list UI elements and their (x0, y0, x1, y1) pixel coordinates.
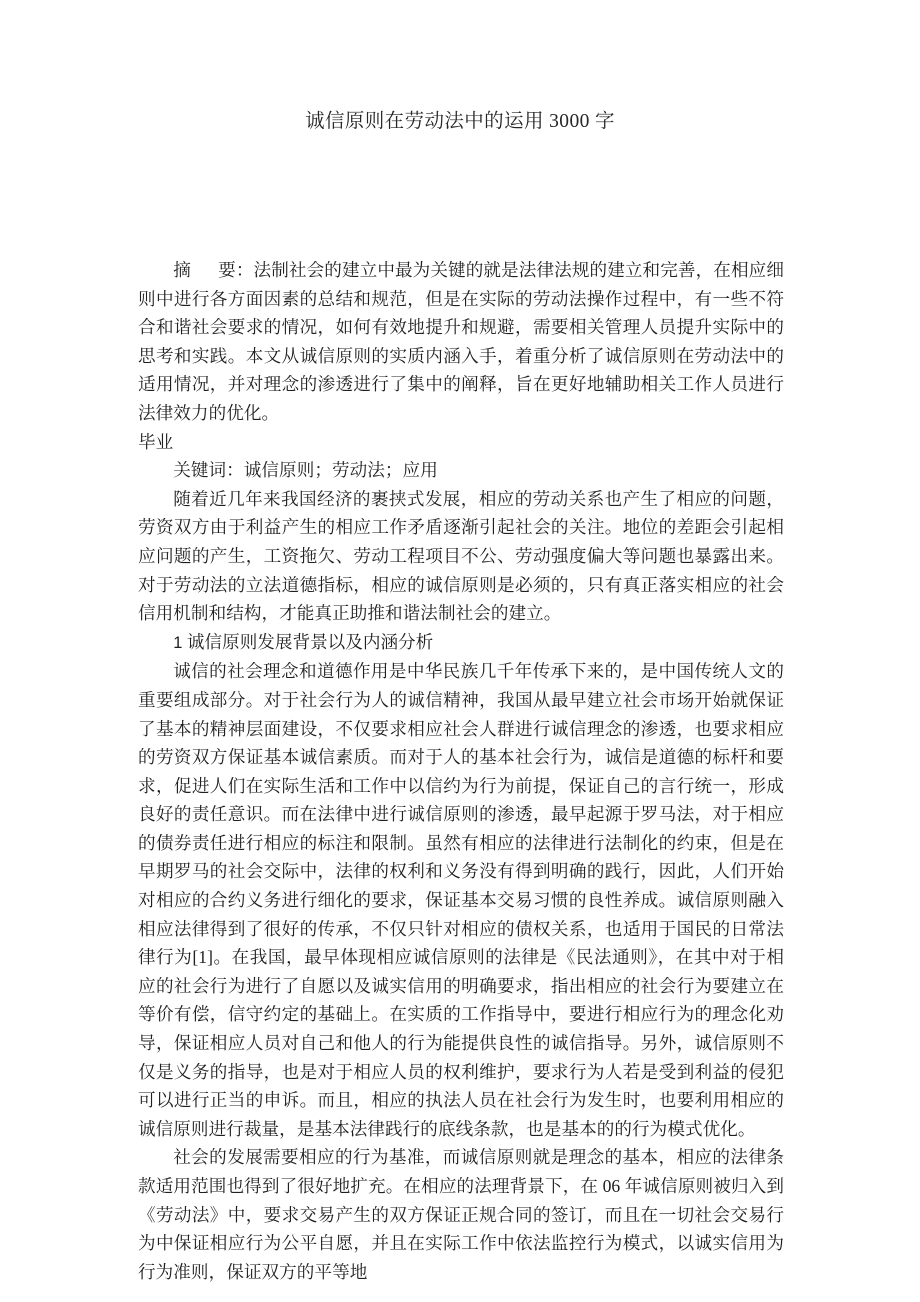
orphan-line: 毕业 (138, 431, 174, 452)
section-1-heading (138, 628, 784, 658)
keywords-text: 诚信原则；劳动法；应用 (243, 460, 438, 481)
intro-paragraph: 随着近几年来我国经济的裹挟式发展，相应的劳动关系也产生了相应的问题，劳资双方由于利益产生的相应工作矛盾逐渐引起社会的关注。地位的差距会引起相应问题的产生，工资拖欠、劳动工程项目不公、劳动强度偏大等问题也暴露出来。对于劳动法的立法道德指标，相应的诚信原则是必须的，只有真正落实相应的社会信用机制和结构，才能真正助推和谐法制社会的建立。 (138, 488, 784, 624)
section-1-number: 1 (173, 633, 183, 652)
keywords-label: 关键词： (173, 460, 244, 481)
abstract-paragraph (138, 256, 784, 428)
abstract-label-second: 要： (218, 260, 254, 280)
abstract-label-first: 摘 (173, 260, 191, 280)
section-1-paragraph-2: 社会的发展需要相应的行为基准，而诚信原则就是理念的基本，相应的法律条款适用范围也得到了很好地扩充。在相应的法理背景下，在 06 年诚信原则被归入到《劳动法》中，要求交易产生的双方保证正规合同的签订，而且在一切社会交易行为中保证相应行为公平自愿，并且在实际工作中依法监控行为模式，以诚实信用为行为准则，保证双方的平等地 (138, 1147, 784, 1282)
section-1-paragraph-1: 诚信的社会理念和道德作用是中华民族几千年传承下来的，是中国传统人文的重要组成部分。对于社会行为人的诚信精神，我国从最早建立社会市场开始就保证了基本的精神层面建设，不仅要求相应社会人群进行诚信理念的渗透，也要求相应的劳资双方保证基本诚信素质。而对于人的基本社会行为，诚信是道德的标杆和要求，促进人们在实际生活和工作中以信约为行为前提，保证自己的言行统一，形成良好的责任意识。而在法律中进行诚信原则的渗透，最早起源于罗马法，对于相应的债券责任进行相应的标注和限制。虽然有相应的法律进行法制化的约束，但是在早期罗马的社会交际中，法律的权利和义务没有得到明确的践行，因此，人们开始对相应的合约义务进行细化的要求，保证基本交易习惯的良性养成。诚信原则融入相应法律得到了很好的传承，不仅只针对相应的债权关系，也适用于国民的日常法律行为[1]。在我国，最早体现相应诚信原则的法律是《民法通则》，在其中对于相应的社会行为进行了自愿以及诚实信用的明确要求，指出相应的社会行为要建立在等价有偿，信守约定的基础上。在实质的工作指导中，要进行相应行为的理念化劝导，保证相应人员对自己和他人的行为能提供良性的诚信指导。另外，诚信原则不仅是义务的指导，也是对于相应人员的权利维护，要求行为人若是受到利益的侵犯可以进行正当的申诉。而且，相应的执法人员在社会行为发生时，也要利用相应的诚信原则进行裁量，是基本法律践行的底线条款，也是基本的的行为模式优化。 (138, 661, 784, 1139)
section-1-heading-text: 诚信原则发展背景以及内涵分析 (186, 631, 434, 652)
keywords-paragraph (138, 456, 784, 485)
page-title: 诚信原则在劳动法中的运用 3000 字 (305, 111, 615, 132)
document-body (138, 256, 784, 1286)
abstract-text: 法制社会的建立中最为关键的就是法律法规的建立和完善，在相应细则中进行各方面因素的总结和规范，但是在实际的劳动法操作过程中，有一些不符合和谐社会要求的情况，如何有效地提升和规避，需要相关管理人员提升实际中的思考和实践。本文从诚信原则的实质内涵入手，着重分析了诚信原则在劳动法中的适用情况，并对理念的渗透进行了集中的阐释，旨在更好地辅助相关工作人员进行法律效力的优化。 (138, 260, 784, 423)
